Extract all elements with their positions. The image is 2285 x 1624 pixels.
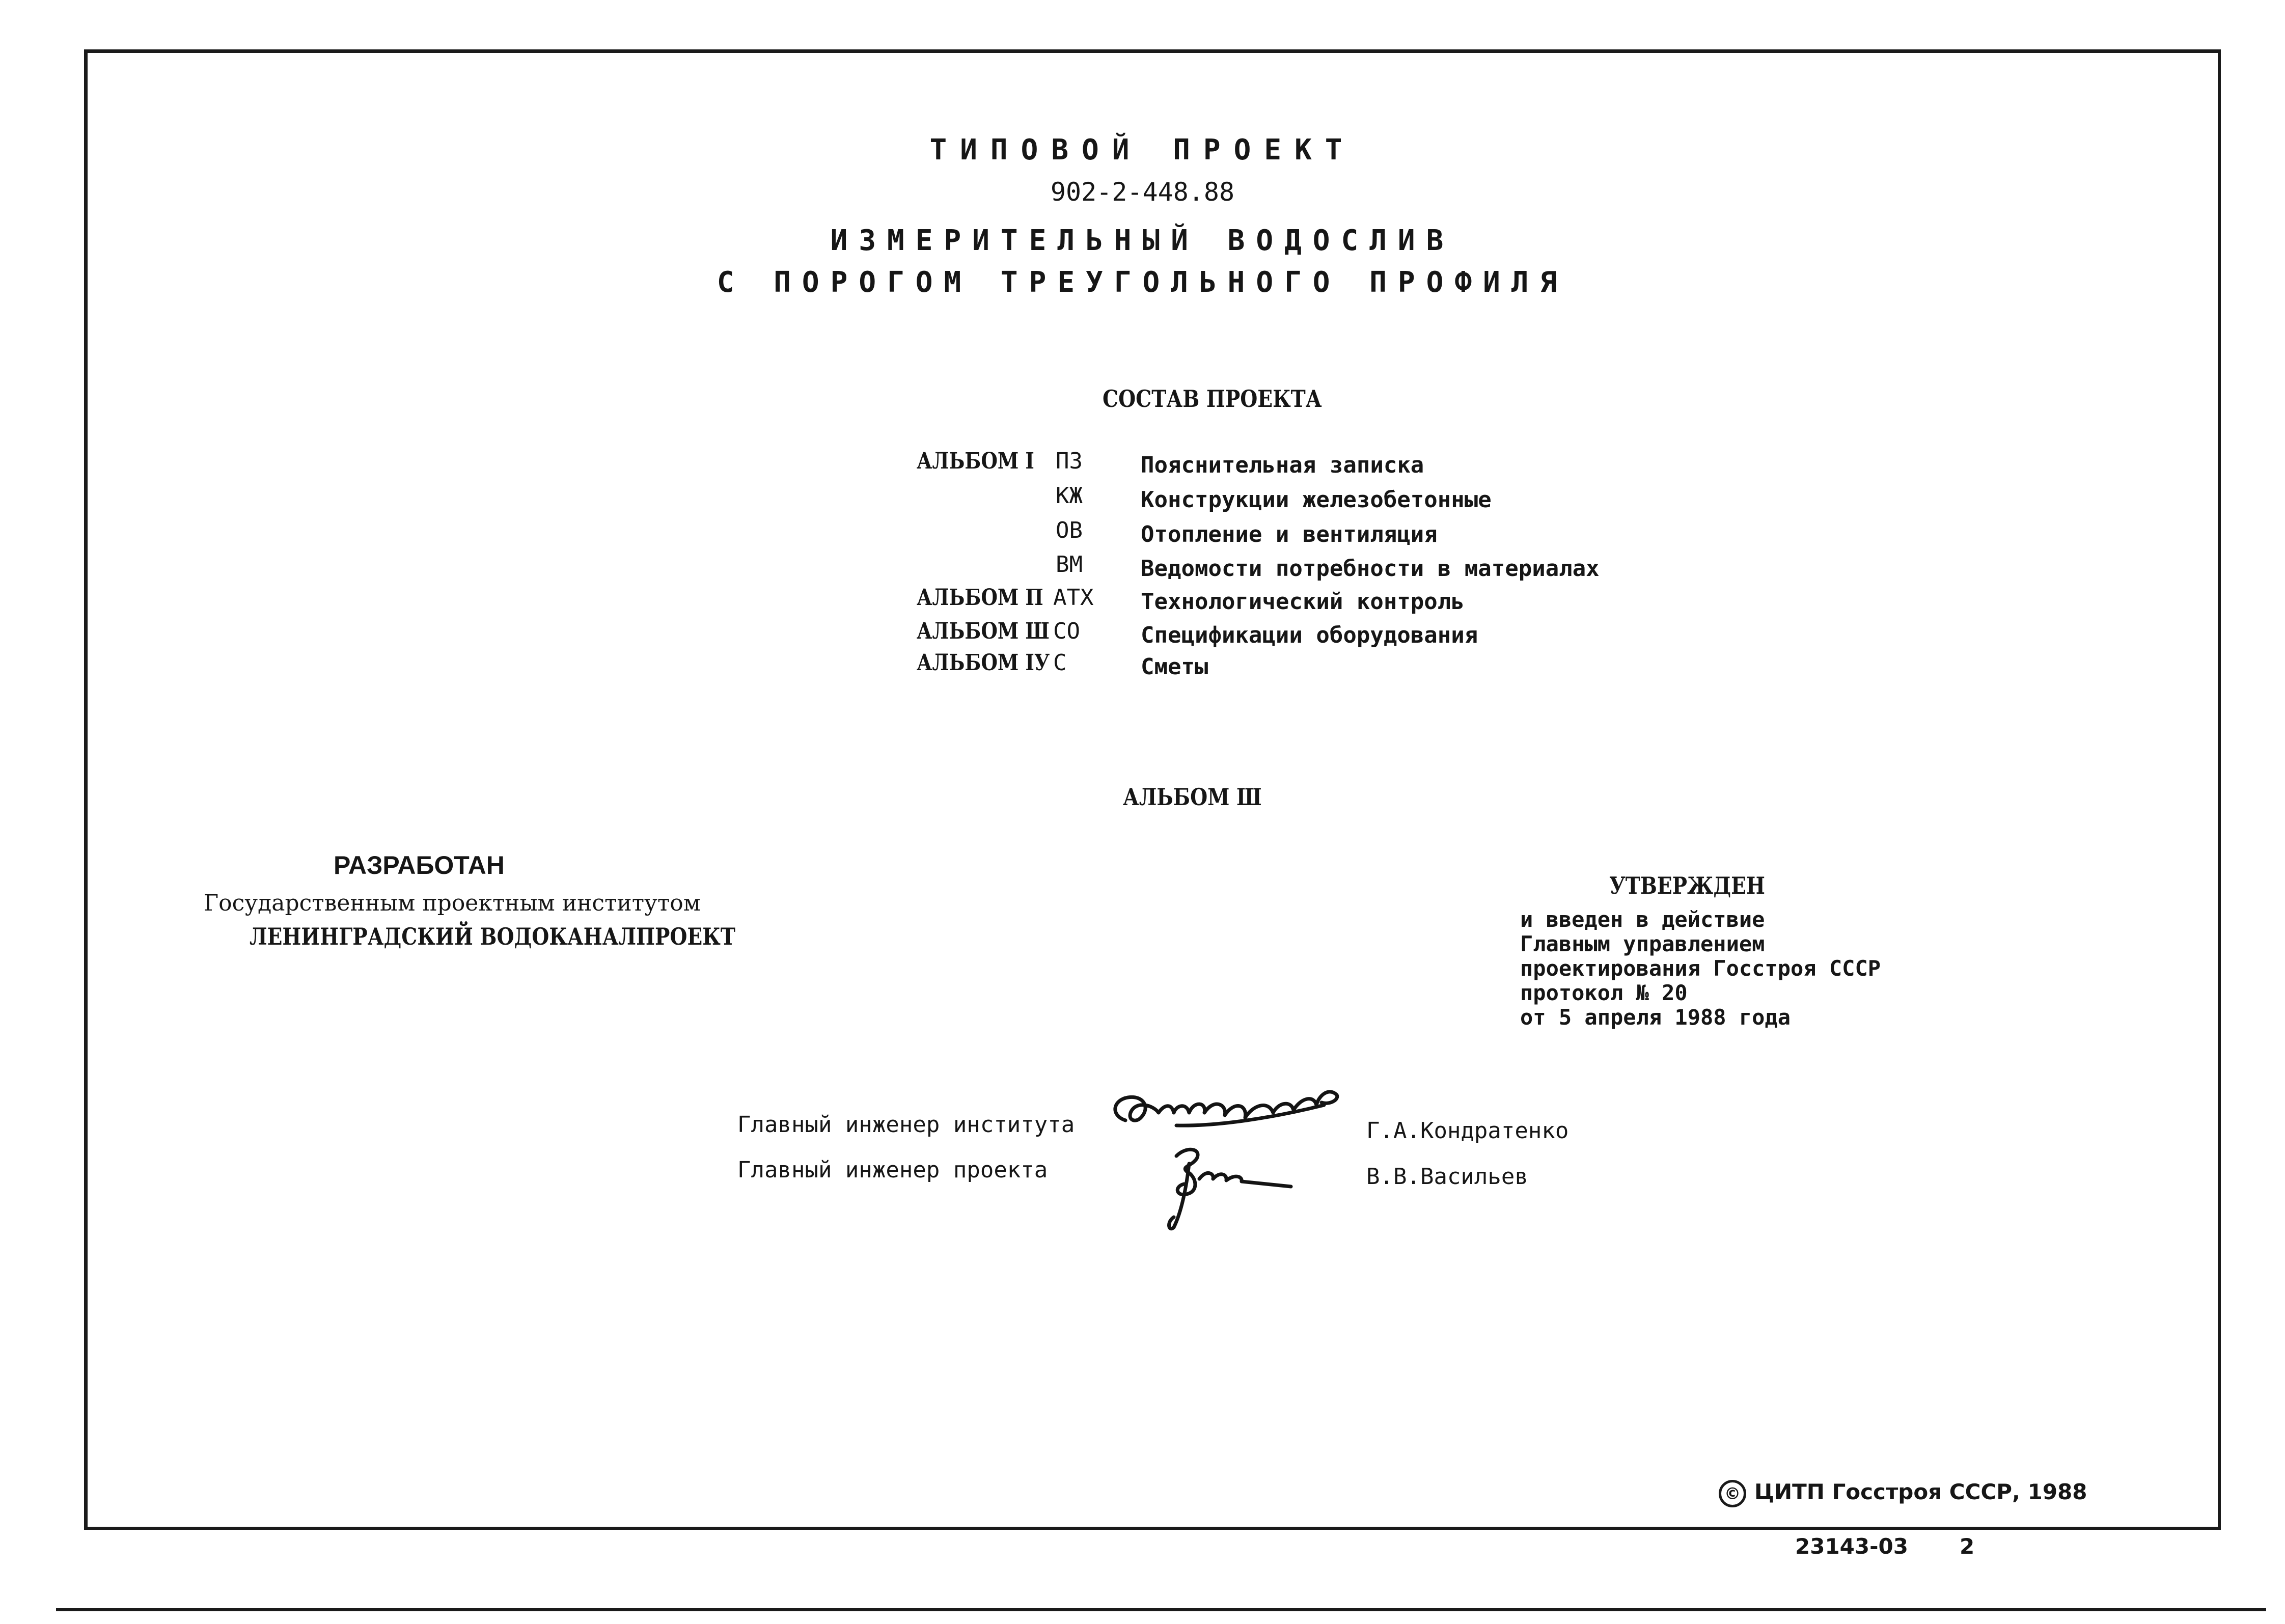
- composition-title: Пояснительная записка: [1141, 452, 1424, 478]
- composition-heading: СОСТАВ ПРОЕКТА: [1103, 385, 1322, 412]
- composition-title: Ведомости потребности в материалах: [1141, 556, 1600, 582]
- chief-engineer-institute-name: Г.А.Кондратенко: [1366, 1118, 1569, 1144]
- developed-by-line: Государственным проектным институтом: [204, 890, 701, 916]
- composition-title: Технологический контроль: [1141, 589, 1465, 615]
- approval-text: и введен в действие Главным управлением проектирования Госстроя СССР протокол № 20 от 5 апреля 1988 года: [1520, 907, 1881, 1030]
- composition-code: СО: [1053, 618, 1080, 644]
- developer-organization: ЛЕНИНГРАДСКИЙ ВОДОКАНАЛПРОЕКТ: [250, 923, 735, 950]
- developed-heading: РАЗРАБОТАН: [334, 851, 505, 879]
- current-album-label: АЛЬБОМ Ш: [1123, 783, 1262, 811]
- approved-heading: УТВЕРЖДЕН: [1609, 872, 1765, 899]
- composition-album: АЛЬБОМ I: [917, 448, 1034, 474]
- copyright-icon: ©: [1719, 1480, 1746, 1507]
- composition-album: АЛЬБОМ П: [917, 585, 1043, 611]
- composition-title: Отопление и вентиляция: [1141, 521, 1438, 547]
- composition-code: С: [1053, 650, 1067, 676]
- sheet-number: 2: [1960, 1534, 1975, 1559]
- composition-code: КЖ: [1056, 483, 1083, 509]
- composition-code: ВМ: [1056, 552, 1083, 577]
- composition-code: ПЗ: [1056, 448, 1083, 474]
- composition-album: АЛЬБОМ IУ: [917, 650, 1050, 676]
- project-type-heading: ТИПОВОЙ ПРОЕКТ: [929, 133, 1356, 167]
- copyright-text: ЦИТП Госстроя СССР, 1988: [1754, 1479, 2087, 1504]
- composition-code: АТХ: [1053, 585, 1094, 611]
- handwritten-signatures: [1105, 1069, 1400, 1243]
- chief-engineer-institute-label: Главный инженер института: [737, 1112, 1075, 1138]
- signature-vasilyev: [1169, 1149, 1291, 1228]
- composition-title: Конструкции железобетонные: [1141, 487, 1492, 513]
- composition-album: АЛЬБОМ Ш: [917, 618, 1050, 644]
- composition-title: Сметы: [1141, 654, 1208, 680]
- copyright-notice: [1719, 1479, 2087, 1507]
- bottom-divider: [56, 1608, 2266, 1611]
- composition-title: Спецификации оборудования: [1141, 622, 1478, 648]
- project-code: 902-2-448.88: [1050, 177, 1235, 207]
- project-title-line-2: С ПОРОГОМ ТРЕУГОЛЬНОГО ПРОФИЛЯ: [717, 266, 1568, 299]
- document-number: 23143-03: [1795, 1534, 1908, 1559]
- chief-engineer-project-name: В.В.Васильев: [1366, 1164, 1528, 1190]
- signature-kondratenko: [1115, 1092, 1337, 1125]
- chief-engineer-project-label: Главный инженер проекта: [737, 1157, 1048, 1183]
- project-title-line-1: ИЗМЕРИТЕЛЬНЫЙ ВОДОСЛИВ: [830, 224, 1455, 257]
- composition-code: ОВ: [1056, 517, 1083, 543]
